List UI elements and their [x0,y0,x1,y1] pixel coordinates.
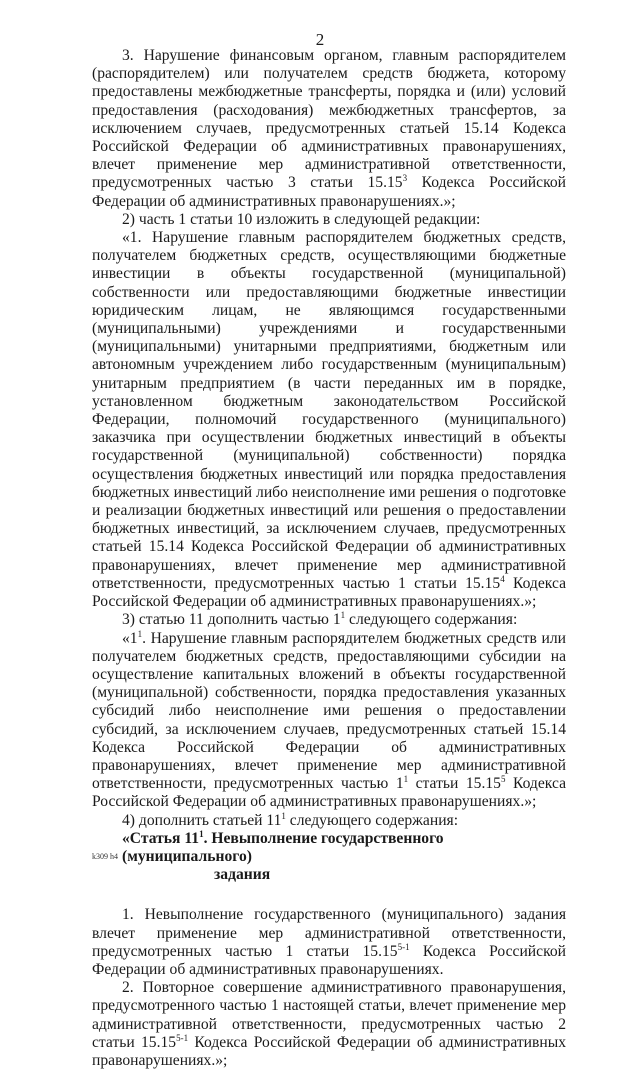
document-body [92,47,566,1070]
paragraph-new-article-part-1: 1. Невыполнение государственного (муниципального) задания влечет применение мер административной ответственности, предусмотренных частью 1 статьи 15.15$^{5-1}$ Кодекса Российской Федерации об административных правонарушениях. [92,906,567,978]
paragraph-article-11-part-1-1: «$1^1$. Нарушение главным распорядителем бюджетных средств или получателем бюджетных средств, предоставляющими субсидии на осуществление капитальных вложений в объекты государственной (муниципальной) собственности, порядка предоставления указанных субсидий либо неисполнение ими решения о предоставлении субсидий, за исключением случаев, предусмотренных статьей 15.14 Кодекса Российской Федерации об административных правонарушениях, влечет применение мер административной ответственности, предусмотренных частью $1^1$ статьи 15.15$^5$ Кодекса Российской Федерации об административных правонарушениях.»; [92,628,566,811]
paragraph-point-2: 2) часть 1 статьи 10 изложить в следующей редакции: [122,210,481,228]
page-number: 2 [315,30,325,49]
paragraph-new-article-part-2: 2. Повторное совершение административного правонарушения, предусмотренного частью 1 настоящей статьи, влечет применение мер административной ответственности, предусмотренных частью 2 статьи 15.15$^{5-1}$ Кодекса Российской Федерации об административных правонарушениях.»; [92,979,567,1069]
paragraph-article-10-part-1: «1. Нарушение главным распорядителем бюджетных средств, получателем бюджетных средств, осуществляющими бюджетные инвестиции в объекты государственной (муниципальной) собственности или предоставляющими бюджетные инвестиции юридическим лицам, не являющимся государственными (муниципальными) учреждениями и государственными (муниципальными) унитарными предприятиями, бюджетным или автономным учреждением либо государственным (муниципальным) унитарным предприятием (в части переданных им в порядке, установленном бюджетным законодательством Российской Федерации, полномочий государственного (муниципального) заказчика при осуществлении бюджетных инвестиций в объекты государственной (муниципальной) собственности) порядка осуществления бюджетных инвестиций или порядка предоставления бюджетных инвестиций либо неисполнение ими решения о подготовке и реализации бюджетных инвестиций или решения о предоставлении бюджетных инвестиций, за исключением случаев, предусмотренных статьей 15.14 Кодекса Российской Федерации об административных правонарушениях, влечет применение мер административной ответственности, предусмотренных частью 1 статьи 15.15$^4$ Кодекса Российской Федерации об административных правонарушениях.»; [92,229,566,611]
paragraph-point-4: 4) дополнить статьей $11^1$ следующего содержания: [122,810,459,829]
paragraph-item-3: 3. Нарушение финансовым органом, главным распорядителем (распорядителем) или получателем средств бюджета, которому предоставлены межбюджетные трансферты, порядка и (или) условий предоставления (расходования) межбюджетных трансфертов, за исключением случаев, предусмотренных статьей 15.14 Кодекса Российской Федерации об административных правонарушениях, влечет применение мер административной ответственности, предусмотренных частью 3 статьи 15.15$^3$ Кодекса Российской Федерации об административных правонарушениях.»; [92,47,567,210]
article-heading-line-2: задания [214,866,271,884]
document-code: k309 h4 [92,852,118,861]
paragraph-point-3: 3) статью 11 дополнить частью $1^1$ следующего содержания: [122,610,518,629]
article-heading: «Статья $11^1$. Невыполнение государственного (муниципального) [122,828,444,865]
